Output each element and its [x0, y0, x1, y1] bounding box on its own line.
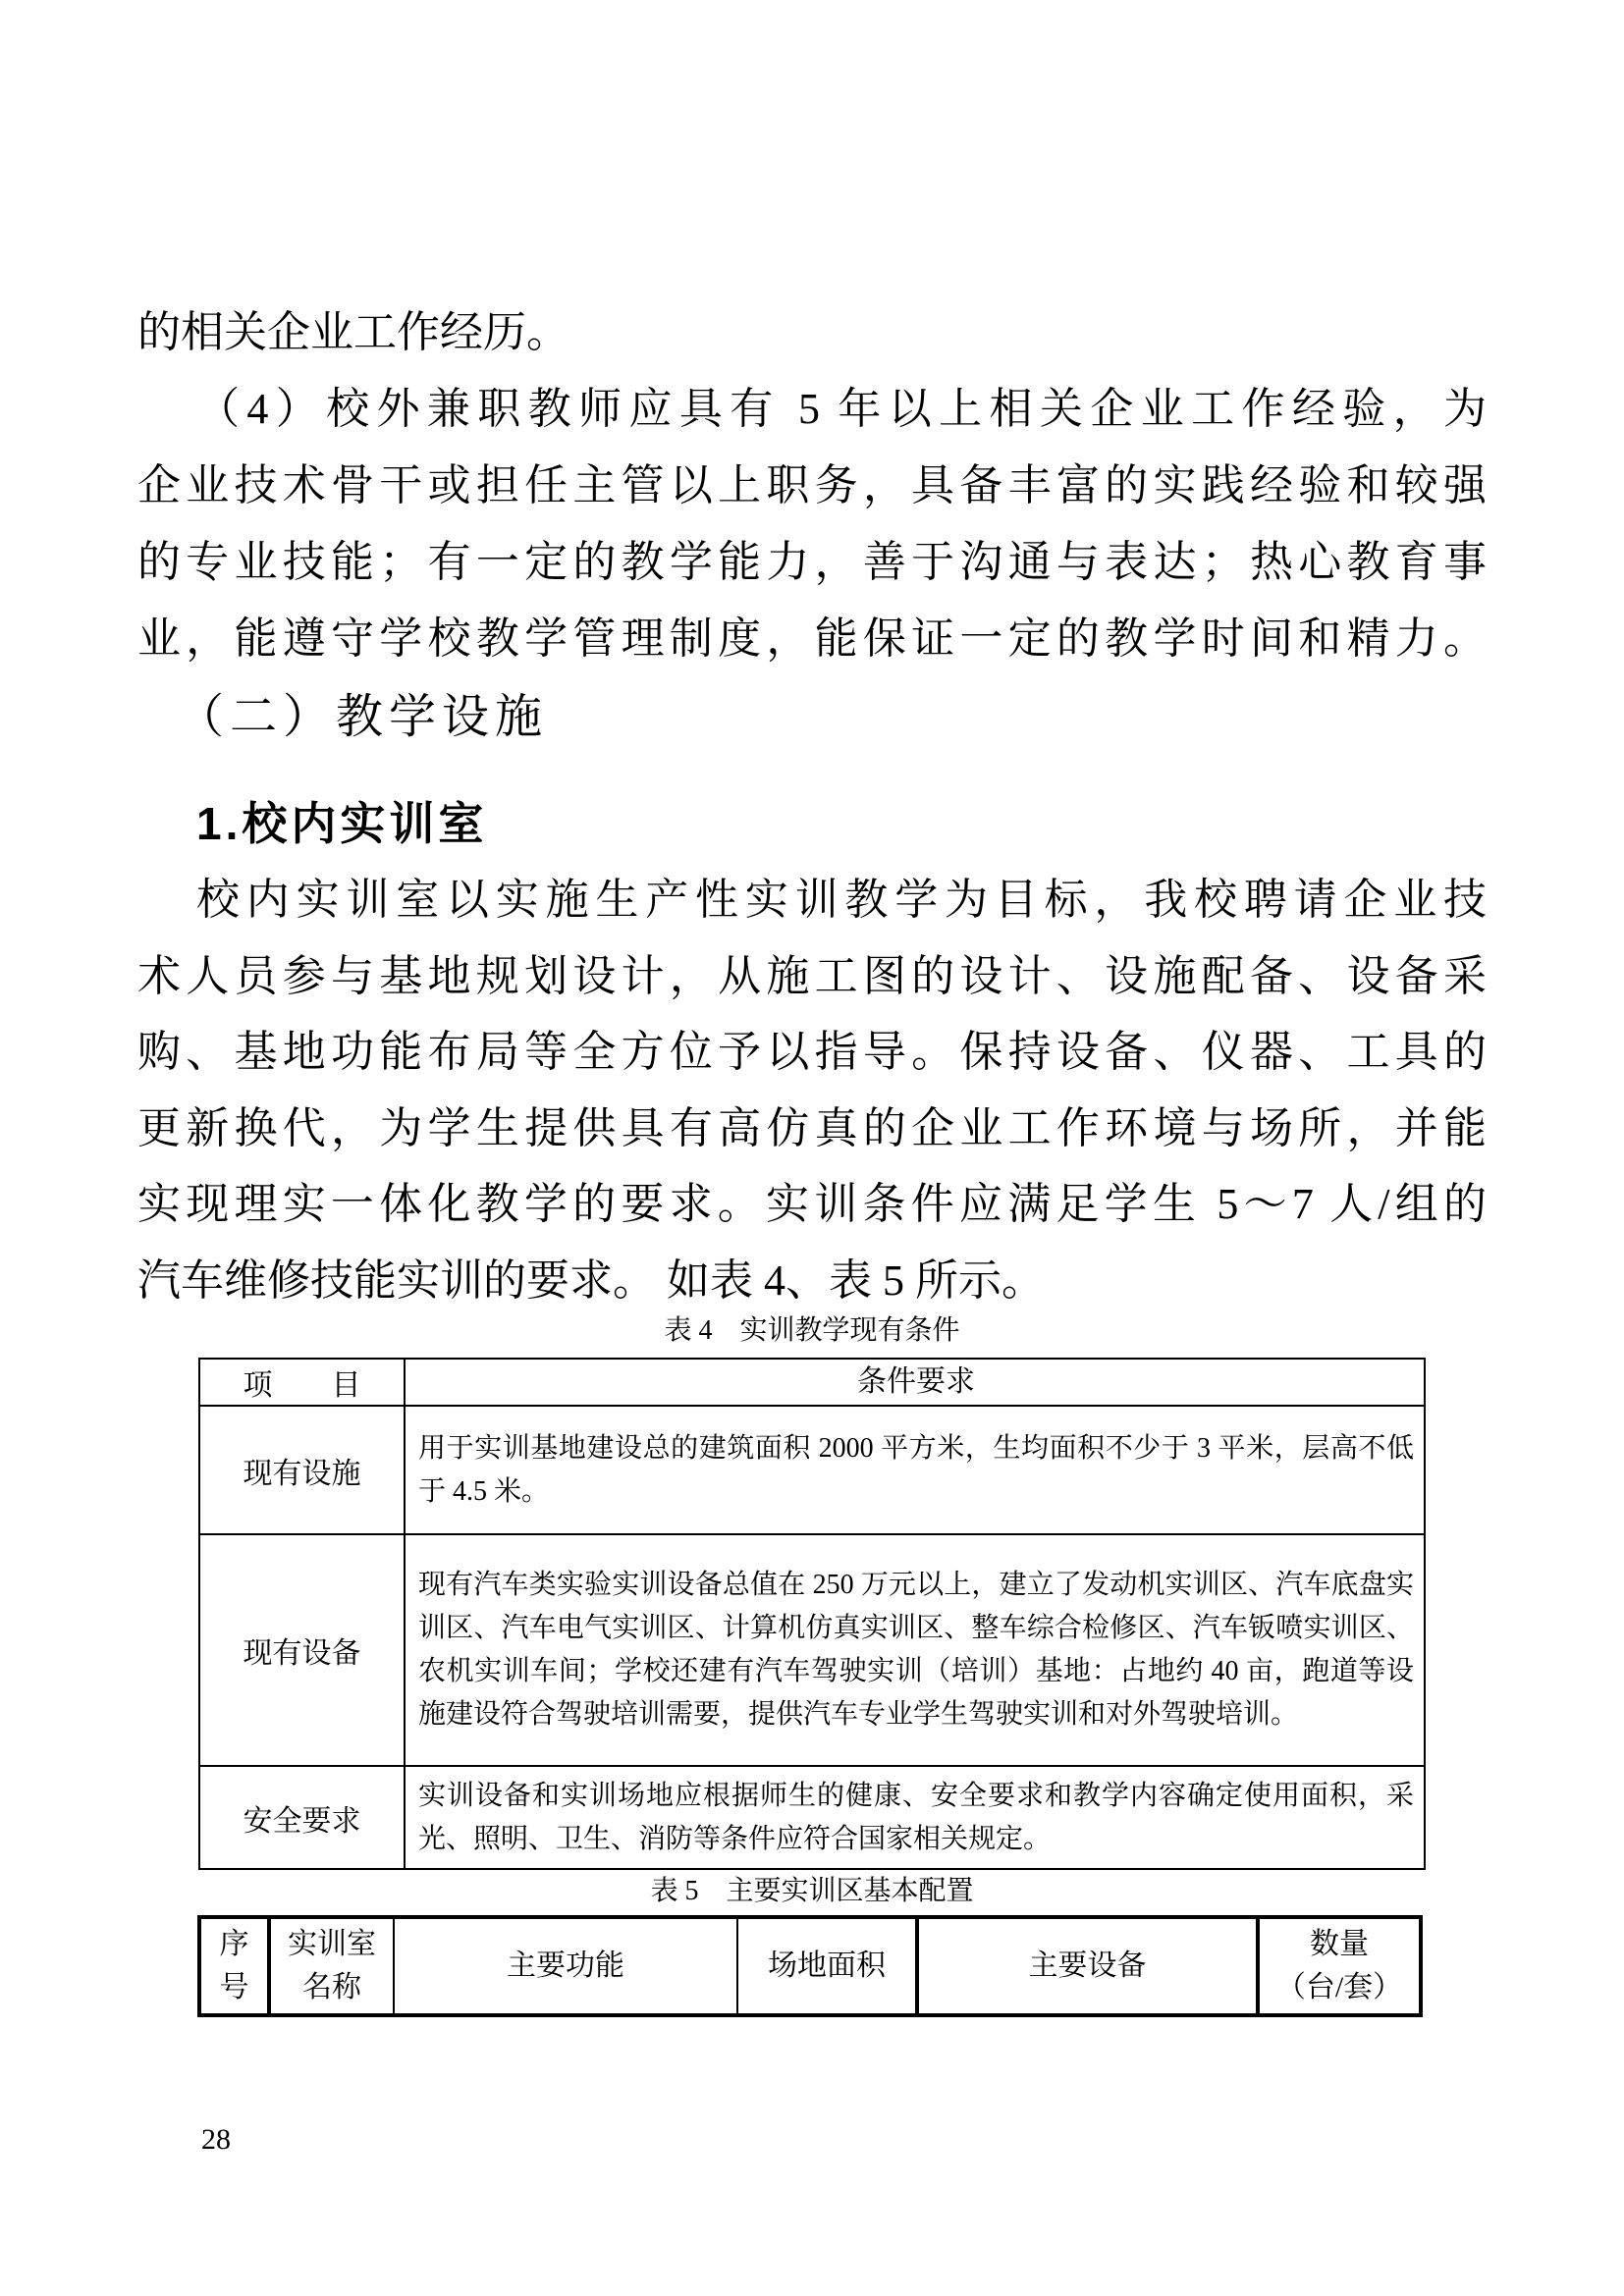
paragraph-line: 汽车维修技能实训的要求。 如表 4、表 5 所示。	[137, 1256, 1045, 1305]
table4-row-text: 现有汽车类实验实训设备总值在 250 万元以上，建立了发动机实训区、汽车底盘实训区、汽车电气实训区、计算机仿真实训区、整车综合检修区、汽车钣喷实训区、农机实训车间；学校还建有汽车驾驶实训（培训）基地：占地约 40 亩，跑道等设施建设符合驾驶培训需要，提供汽车专业学生驾驶实训和对外驾驶培训。	[418, 1570, 1414, 1730]
table5-header-site-area	[736, 1919, 915, 2013]
paragraph-line: 业，能遵守学校教学管理制度，能保证一定的教学时间和精力。	[137, 614, 1487, 663]
paragraph-line: 校内实训室以实施生产性实训教学为目标，我校聘请企业技	[196, 876, 1487, 924]
header-line: 数量	[1310, 1928, 1369, 1960]
table5-header-main-equipment	[915, 1919, 1256, 2013]
table-row	[200, 1405, 1424, 1533]
table5-header-room-name	[267, 1919, 393, 2013]
table4-header-requirement-cell: 条件要求	[857, 1365, 975, 1398]
subsection-heading: 1.校内实训室	[196, 798, 488, 849]
table5-header-quantity	[1256, 1919, 1419, 2013]
paragraph-line: 的专业技能；有一定的教学能力，善于沟通与表达；热心教育事	[137, 538, 1487, 586]
paragraph-line: 术人员参与基地规划设计，从施工图的设计、设施配备、设备采	[137, 952, 1487, 1000]
header-line: 序	[219, 1928, 249, 1960]
table4-row-label: 现有设备	[200, 1535, 406, 1765]
paragraph-line: 购、基地功能布局等全方位予以指导。保持设备、仪器、工具的	[137, 1028, 1487, 1076]
header-line: 名称	[302, 1971, 361, 2003]
section-heading: （二）教学设施	[177, 691, 549, 743]
table-4	[198, 1358, 1426, 1870]
table5-caption: 表 5 主要实训区基本配置	[650, 1876, 974, 1906]
header-line: 主要功能	[507, 1949, 624, 1982]
page-number: 28	[201, 2123, 231, 2156]
paragraph-tail-line: 的相关企业工作经历。	[137, 308, 569, 356]
table5-header-seq	[201, 1919, 267, 2013]
table4-row-text: 用于实训基地建设总的建筑面积 2000 平方米，生均面积不少于 3 平米，层高不低于 4.5 米。	[418, 1432, 1414, 1507]
header-line: 号	[219, 1971, 249, 2003]
table5-header-main-function	[393, 1919, 736, 2013]
table4-caption: 表 4 实训教学现有条件	[664, 1315, 960, 1346]
table-5	[197, 1915, 1423, 2017]
header-line: （台/套）	[1275, 1971, 1403, 2003]
table4-row-label: 安全要求	[200, 1767, 406, 1868]
table4-row-text: 实训设备和实训场地应根据师生的健康、安全要求和教学内容确定使用面积，采光、照明、卫生、消防等条件应符合国家相关规定。	[418, 1780, 1414, 1854]
paragraph-line: 企业技术骨干或担任主管以上职务，具备丰富的实践经验和较强	[137, 461, 1487, 509]
header-line: 实训室	[288, 1928, 376, 1960]
table-row	[200, 1533, 1424, 1765]
table-row	[200, 1360, 1424, 1405]
header-line: 主要设备	[1028, 1949, 1147, 1982]
paragraph-line: 实现理实一体化教学的要求。实训条件应满足学生 5～7 人/组的	[137, 1180, 1487, 1228]
table4-header-item-cell: 项 目	[200, 1360, 406, 1405]
header-line: 场地面积	[768, 1949, 886, 1982]
table-row	[200, 1765, 1424, 1868]
paragraph-line: 更新换代，为学生提供具有高仿真的企业工作环境与场所，并能	[137, 1104, 1487, 1152]
table4-row-label: 现有设施	[200, 1407, 406, 1533]
paragraph-line: （4）校外兼职教师应具有 5 年以上相关企业工作经验，为	[196, 385, 1487, 433]
